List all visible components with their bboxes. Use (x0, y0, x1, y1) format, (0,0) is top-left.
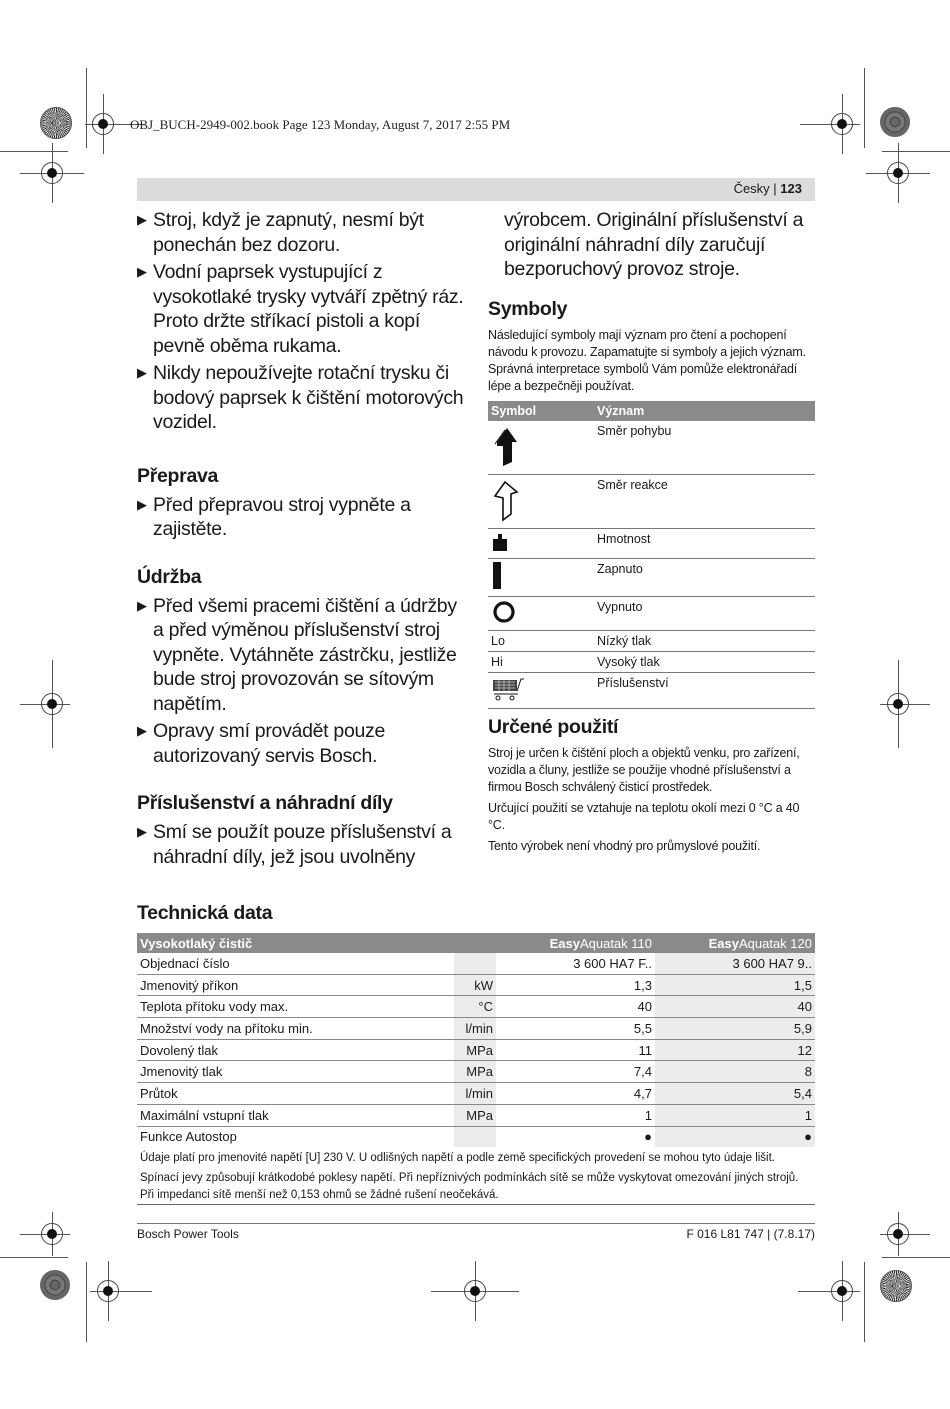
section-title-intended-use: Určené použití (488, 715, 619, 738)
bullet-item: ▶ Vodní paprsek vystupující z vysokotlaké trysky vytváří zpětný ráz. Proto držte stříkací pistoli a kopí pevně oběma rukama. (137, 261, 464, 357)
bullet-item: ▶ Smí se použít pouze příslušenství a náhradní díly, jež jsou uvolněny (137, 821, 452, 868)
divider (137, 1223, 815, 1224)
continued-paragraph: výrobcem. Originální příslušenství a originální náhradní díly zaručují bezporuchový provoz stroje. (504, 209, 804, 280)
right-column (488, 208, 816, 855)
bullet-triangle-icon: ▶ (137, 496, 147, 512)
table-row: Dovolený tlak MPa 11 12 (137, 1039, 815, 1061)
bullet-item: ▶ Stroj, když je zapnutý, nesmí být ponechán bez dozoru. (137, 209, 424, 256)
autostop-dot-icon: ● (655, 1126, 815, 1147)
product-type-header: Vysokotlaký čistič (137, 933, 454, 953)
symbols-table (488, 401, 815, 709)
registration-target-icon (880, 107, 910, 137)
autostop-dot-icon: ● (644, 1129, 652, 1145)
section-title-transport: Přeprava (137, 464, 219, 487)
intended-use-paragraph: Určující použití se vztahuje na teplotu okolí mezi 0 °C a 40 °C. (488, 800, 800, 832)
table-row: Směr pohybu (488, 421, 815, 475)
table-row: Maximální vstupní tlak MPa 1 1 (137, 1104, 815, 1126)
model-header-120: EasyAquatak 120 (655, 933, 815, 953)
column-header-meaning: Význam (594, 401, 815, 421)
trim-line (86, 68, 87, 148)
bullet-item: ▶ Před přepravou stroj vypněte a zajistěte. (137, 493, 411, 540)
page-number: 123 (780, 181, 802, 196)
trim-line (86, 1262, 87, 1342)
table-row: Jmenovitý tlak MPa 7,4 8 (137, 1061, 815, 1083)
table-row: Hmotnost (488, 528, 815, 558)
page-header (137, 178, 815, 201)
registration-sun-icon (880, 1270, 912, 1302)
bullet-item: ▶ Opravy smí provádět pouze autorizovaný servis Bosch. (137, 720, 386, 767)
tech-data-table (137, 933, 815, 1147)
footer-publisher: Bosch Power Tools (137, 1227, 239, 1241)
bullet-triangle-icon: ▶ (137, 824, 147, 839)
filled-arrow-icon (491, 424, 521, 468)
table-row: Směr reakce (488, 474, 815, 528)
table-row: Lo Nízký tlak (488, 630, 815, 651)
intended-use-paragraph: Stroj je určen k čištění ploch a objektů venku, pro zařízení, vozidla a čluny, jestliže se použije vhodné příslušenství a firmou Bosch schválený čisticí prostředek. (488, 745, 800, 794)
bullet-item: ▶ Nikdy nepoužívejte rotační trysku či bodový paprsek k čištění motorových vozidel. (137, 362, 464, 433)
bullet-triangle-icon: ▶ (137, 597, 147, 613)
trim-line (0, 1257, 68, 1258)
bullet-triangle-icon: ▶ (137, 723, 147, 738)
language-label: Česky (733, 181, 770, 196)
section-title-accessories: Příslušenství a náhradní díly (137, 792, 393, 814)
cart-icon (491, 676, 525, 702)
column-header-symbol: Symbol (488, 401, 594, 421)
table-row: Jmenovitý příkon kW 1,3 1,5 (137, 974, 815, 996)
intended-use-paragraph: Tento výrobek není vhodný pro průmyslové použití. (488, 838, 761, 853)
trim-line (0, 151, 68, 152)
trim-line (864, 1262, 865, 1342)
table-row: Vypnuto (488, 596, 815, 630)
bullet-triangle-icon: ▶ (137, 365, 147, 380)
bullet-triangle-icon: ▶ (137, 212, 147, 227)
table-row: Funkce Autostop ● ● (137, 1126, 815, 1147)
registration-target-icon (40, 1270, 70, 1300)
section-title-tech-data: Technická data (137, 902, 273, 924)
model-header-110: EasyAquatak 110 (496, 933, 655, 953)
power-on-icon (491, 562, 505, 590)
left-column (137, 208, 467, 872)
table-row: Objednací číslo 3 600 HA7 F.. 3 600 HA7 9.. (137, 953, 815, 974)
page-number-label: Česky | 123 (733, 181, 802, 196)
print-slug: OBJ_BUCH-2949-002.book Page 123 Monday, August 7, 2017 2:55 PM (130, 117, 511, 132)
symbol-hi: Hi (488, 651, 594, 672)
trim-line (882, 151, 950, 152)
section-title-symbols: Symboly (488, 297, 568, 320)
trim-line (882, 1257, 950, 1258)
power-off-icon (491, 600, 517, 624)
symbol-lo: Lo (488, 630, 594, 651)
trim-line (864, 68, 865, 148)
registration-sun-icon (40, 107, 72, 139)
bullet-item: ▶ Před všemi pracemi čištění a údržby a před výměnou příslušenství stroj vypněte. Vytáhněte zástrčku, jestliže bude stroj provozován se sítovým napětím. (137, 594, 457, 715)
tech-note: Údaje platí pro jmenovité napětí [U] 230 V. U odlišných napětí a podle země specifických provedení se mohou tyto údaje lišit. (140, 1152, 775, 1164)
weight-icon (491, 532, 509, 552)
outline-arrow-icon (491, 478, 521, 522)
section-title-maintenance: Údržba (137, 565, 202, 588)
table-row: Teplota přítoku vody max. °C 40 40 (137, 996, 815, 1018)
table-row: Množství vody na přítoku min. l/min 5,5 5,9 (137, 1018, 815, 1040)
table-row: Hi Vysoký tlak (488, 651, 815, 672)
footer-doc-code: F 016 L81 747 | (7.8.17) (686, 1227, 815, 1241)
tech-note: Spínací jevy způsobují krátkodobé poklesy napětí. Při nepříznivých podmínkách sítě se může vyskytovat omezování jiných strojů. Při impedanci sítě menší než 0,153 ohmů se žádné rušení neočekává. (140, 1172, 799, 1201)
table-row: Příslušenství (488, 672, 815, 708)
table-row: Zapnuto (488, 558, 815, 596)
bullet-triangle-icon: ▶ (137, 264, 147, 279)
divider (137, 1204, 815, 1205)
symbols-intro: Následující symboly mají význam pro čtení a pochopení návodu k provozu. Zapamatujte si symboly a jejich význam. Správná interpretace symbolů Vám pomůže elektronářadí lépe a bezpečněji používat. (488, 327, 806, 393)
table-row: Průtok l/min 4,7 5,4 (137, 1083, 815, 1105)
